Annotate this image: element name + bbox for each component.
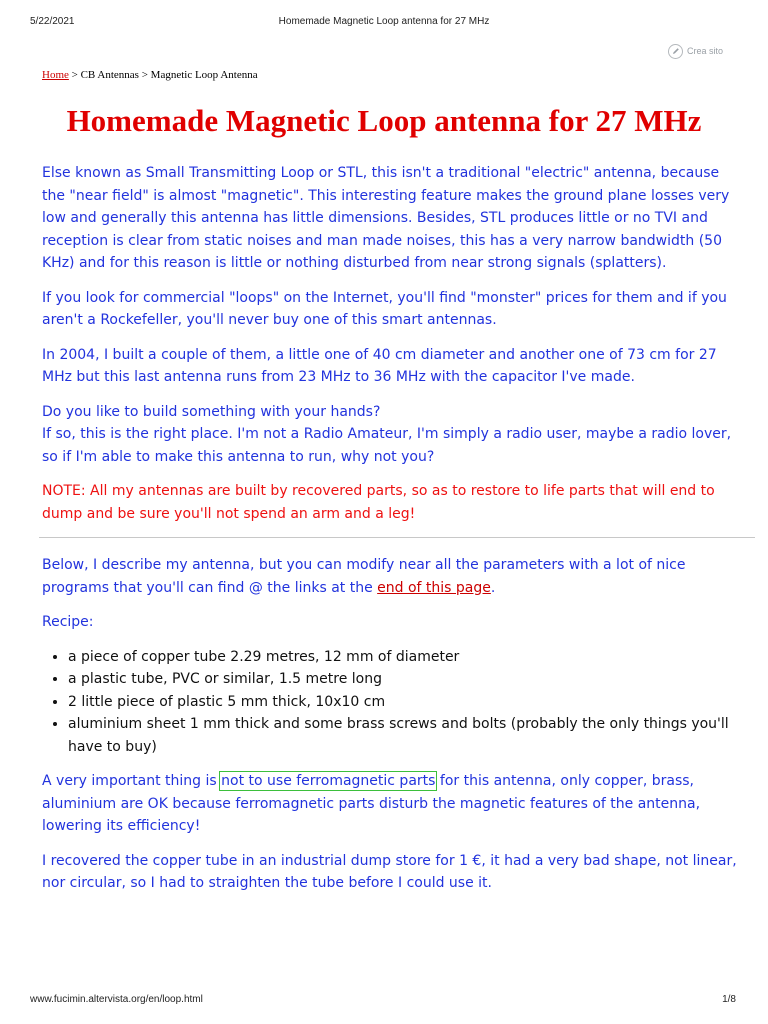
- print-header: [0, 16, 768, 32]
- pencil-icon: [668, 44, 683, 59]
- below-text-before: Below, I describe my antenna, but you can modify near all the parameters with a lot of nice programs that you'll can find @ the links at the: [42, 557, 686, 596]
- recipe-item: • a plastic tube, PVC or similar, 1.5 metre long: [68, 668, 742, 691]
- build-answer: If so, this is the right place. I'm not a Radio Amateur, I'm simply a radio user, maybe a radio lover, so if I'm able to make this antenna to run, why not you?: [42, 426, 732, 465]
- print-date: 5/22/2021: [30, 16, 75, 27]
- breadcrumb-path: > CB Antennas > Magnetic Loop Antenna: [68, 69, 258, 81]
- print-page-number: 1/8: [722, 994, 736, 1005]
- commercial-paragraph: If you look for commercial "loops" on the Internet, you'll find "monster" prices for them and if you aren't a Rockefeller, you'll never buy one of this smart antennas.: [42, 289, 727, 328]
- recipe-item: • 2 little piece of plastic 5 mm thick, 10x10 cm: [68, 691, 742, 714]
- crea-sito-link[interactable]: [668, 43, 723, 59]
- intro-paragraph: Else known as Small Transmitting Loop or STL, this isn't a traditional "electric" antenna, because the "near field" is almost "magnetic". This interesting feature makes the ground plane losses very low and generally this antenna has little dimensions. Besides, STL produces little or no TVI and reception is clear from static noises and man made noises, this has a very narrow bandwidth (50 KHz) and for this reason is little or nothing disturbed from near strong signals (splatters).: [42, 165, 730, 271]
- recipe-label: Recipe:: [42, 614, 94, 630]
- breadcrumb: [42, 69, 258, 81]
- build-question: Do you like to build something with your hands?: [42, 403, 381, 420]
- print-doc-title: Homemade Magnetic Loop antenna for 27 MHz: [278, 16, 490, 27]
- copper-tube-paragraph: I recovered the copper tube in an industrial dump store for 1 €, it had a very bad shape, not linear, nor circular, so I had to straighten the tube before I could use it.: [42, 852, 737, 891]
- article-content: [42, 162, 742, 907]
- ferromagnetic-highlight: not to use ferromagnetic parts: [221, 773, 436, 789]
- recipe-item: • a piece of copper tube 2.29 metres, 12 mm of diameter: [68, 646, 742, 669]
- crea-sito-label: Crea sito: [687, 46, 724, 56]
- below-text-after: .: [490, 579, 496, 596]
- page-title: Homemade Magnetic Loop antenna for 27 MHz: [66, 103, 702, 138]
- print-footer: [0, 994, 768, 1010]
- below-paragraph: [42, 554, 742, 599]
- breadcrumb-home-link[interactable]: Home: [42, 69, 69, 81]
- print-url: www.fucimin.altervista.org/en/loop.html: [30, 994, 203, 1005]
- recipe-list: [42, 646, 742, 759]
- recipe-item: • aluminium sheet 1 mm thick and some brass screws and bolts (probably the only things you'll have to buy): [68, 713, 742, 758]
- important-text-before: A very important thing is: [42, 773, 222, 789]
- build-paragraph: [42, 401, 742, 469]
- end-of-page-link[interactable]: end of this page: [377, 579, 491, 596]
- section-divider: [39, 537, 755, 538]
- important-paragraph: [42, 770, 742, 838]
- built-2004-paragraph: In 2004, I built a couple of them, a little one of 40 cm diameter and another one of 73 cm for 27 MHz but this last antenna runs from 23 MHz to 36 MHz with the capacitor I've made.: [42, 346, 717, 385]
- important-text-after: for this antenna, only copper, brass, aluminium are OK because ferromagnetic parts disturb the magnetic features of the antenna, lowering its efficiency!: [42, 773, 701, 834]
- note-paragraph: NOTE: All my antennas are built by recovered parts, so as to restore to life parts that will end to dump and be sure you'll not spend an arm and a leg!: [42, 483, 715, 522]
